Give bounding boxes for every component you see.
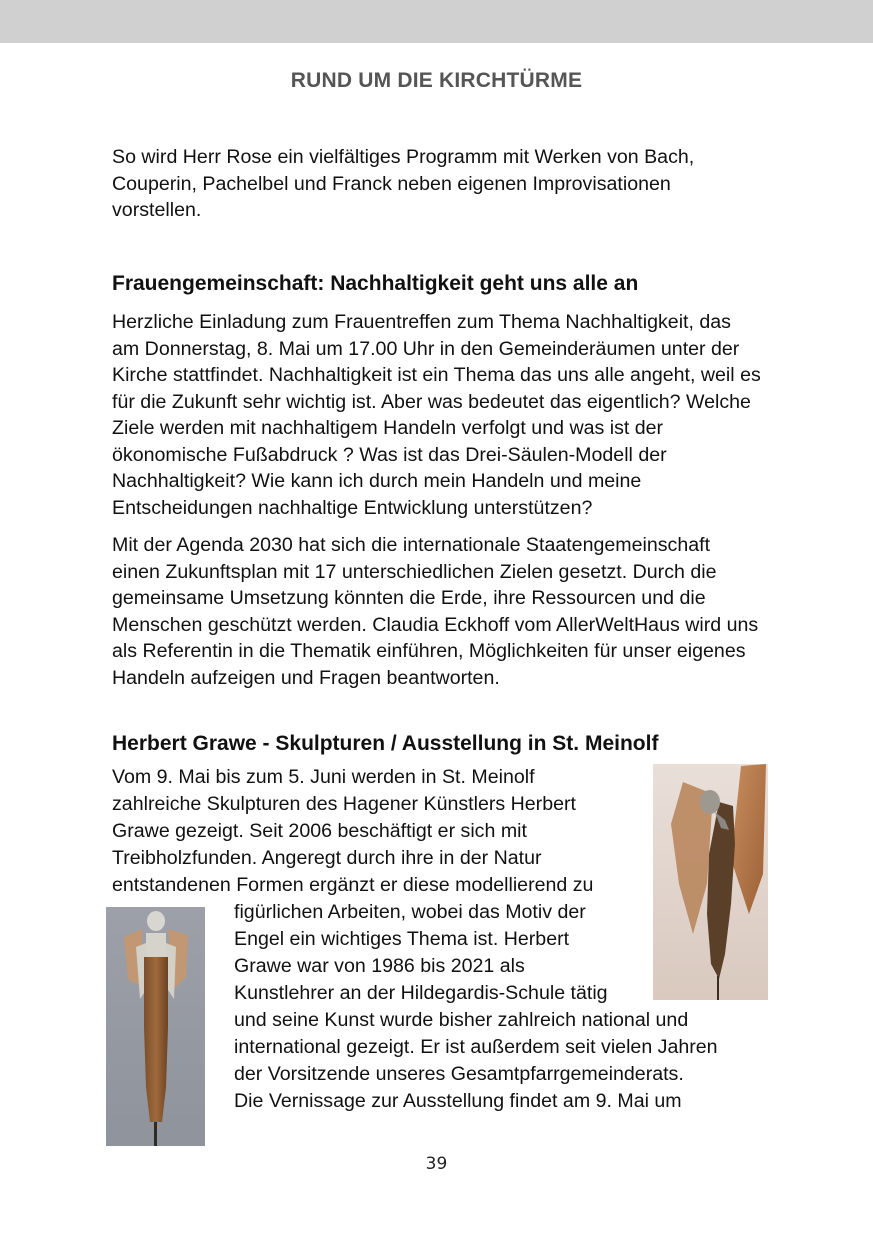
body-line: Kunstlehrer an der Hildegardis-Schule tätig [234, 982, 608, 1004]
body-line: zahlreiche Skulpturen des Hagener Künstlers Herbert [112, 793, 576, 815]
section-heading-frauengemeinschaft: Frauengemeinschaft: Nachhaltigkeit geht uns alle an [112, 272, 639, 295]
body-line: figürlichen Arbeiten, wobei das Motiv der [234, 901, 586, 923]
section1-paragraph-1: Herzliche Einladung zum Frauentreffen zum Thema Nachhaltigkeit, das am Donnerstag, 8. Mai um 17.00 Uhr in den Gemeinderäumen unter der Kirche stattfindet. Nachhaltigkeit ist ein Thema das uns alle angeht, weil es für die Zukunft sehr wichtig ist. Aber was bedeutet das eigentlich? Welche Ziele werden mit nachhaltigem Handeln verfolgt und was ist der ökonomische Fußabdruck ? Was ist das Drei-Säulen-Modell der Nachhaltigkeit? Wie kann ich durch mein Handeln und meine Entscheidungen nachhaltige Entwicklung unterstützen? [112, 311, 761, 519]
body-line: der Vorsitzende unseres Gesamtpfarrgemeinderats. [234, 1063, 684, 1085]
body-line: und seine Kunst wurde bisher zahlreich national und [234, 1009, 689, 1031]
angel-sculpture-photo-right [653, 764, 768, 1000]
body-line: Vom 9. Mai bis zum 5. Juni werden in St. Meinolf [112, 766, 535, 788]
section1-paragraph-2: Mit der Agenda 2030 hat sich die internationale Staatengemeinschaft einen Zukunftsplan mit 17 unterschiedlichen Zielen gesetzt. Durch die gemeinsame Umsetzung könnten die Erde, ihre Ressourcen und die Menschen geschützt werden. Claudia Eckhoff vom AllerWeltHaus wird uns als Referentin in die Thematik einführen, Möglichkeiten für unser eigenes Handeln aufzeigen und Fragen beantworten. [112, 534, 759, 689]
body-line: entstandenen Formen ergänzt er diese modellierend zu [112, 874, 594, 896]
top-bar [0, 0, 873, 43]
page-header: RUND UM DIE KIRCHTÜRME [290, 69, 583, 92]
section-heading-herbert-grawe: Herbert Grawe - Skulpturen / Ausstellung in St. Meinolf [112, 732, 659, 755]
page-number: 39 [425, 1154, 448, 1174]
body-line: Grawe war von 1986 bis 2021 als [234, 955, 525, 977]
intro-paragraph: So wird Herr Rose ein vielfältiges Programm mit Werken von Bach, Couperin, Pachelbel und Franck neben eigenen Improvisationen vorstellen. [112, 146, 695, 221]
angel-sculpture-photo-left [106, 907, 205, 1146]
body-line: international gezeigt. Er ist außerdem seit vielen Jahren [234, 1036, 718, 1058]
body-line: Die Vernissage zur Ausstellung findet am 9. Mai um [234, 1090, 682, 1112]
body-line: Engel ein wichtiges Thema ist. Herbert [234, 928, 570, 950]
body-line: Grawe gezeigt. Seit 2006 beschäftigt er sich mit [112, 820, 527, 842]
body-line: Treibholzfunden. Angeregt durch ihre in der Natur [112, 847, 542, 869]
